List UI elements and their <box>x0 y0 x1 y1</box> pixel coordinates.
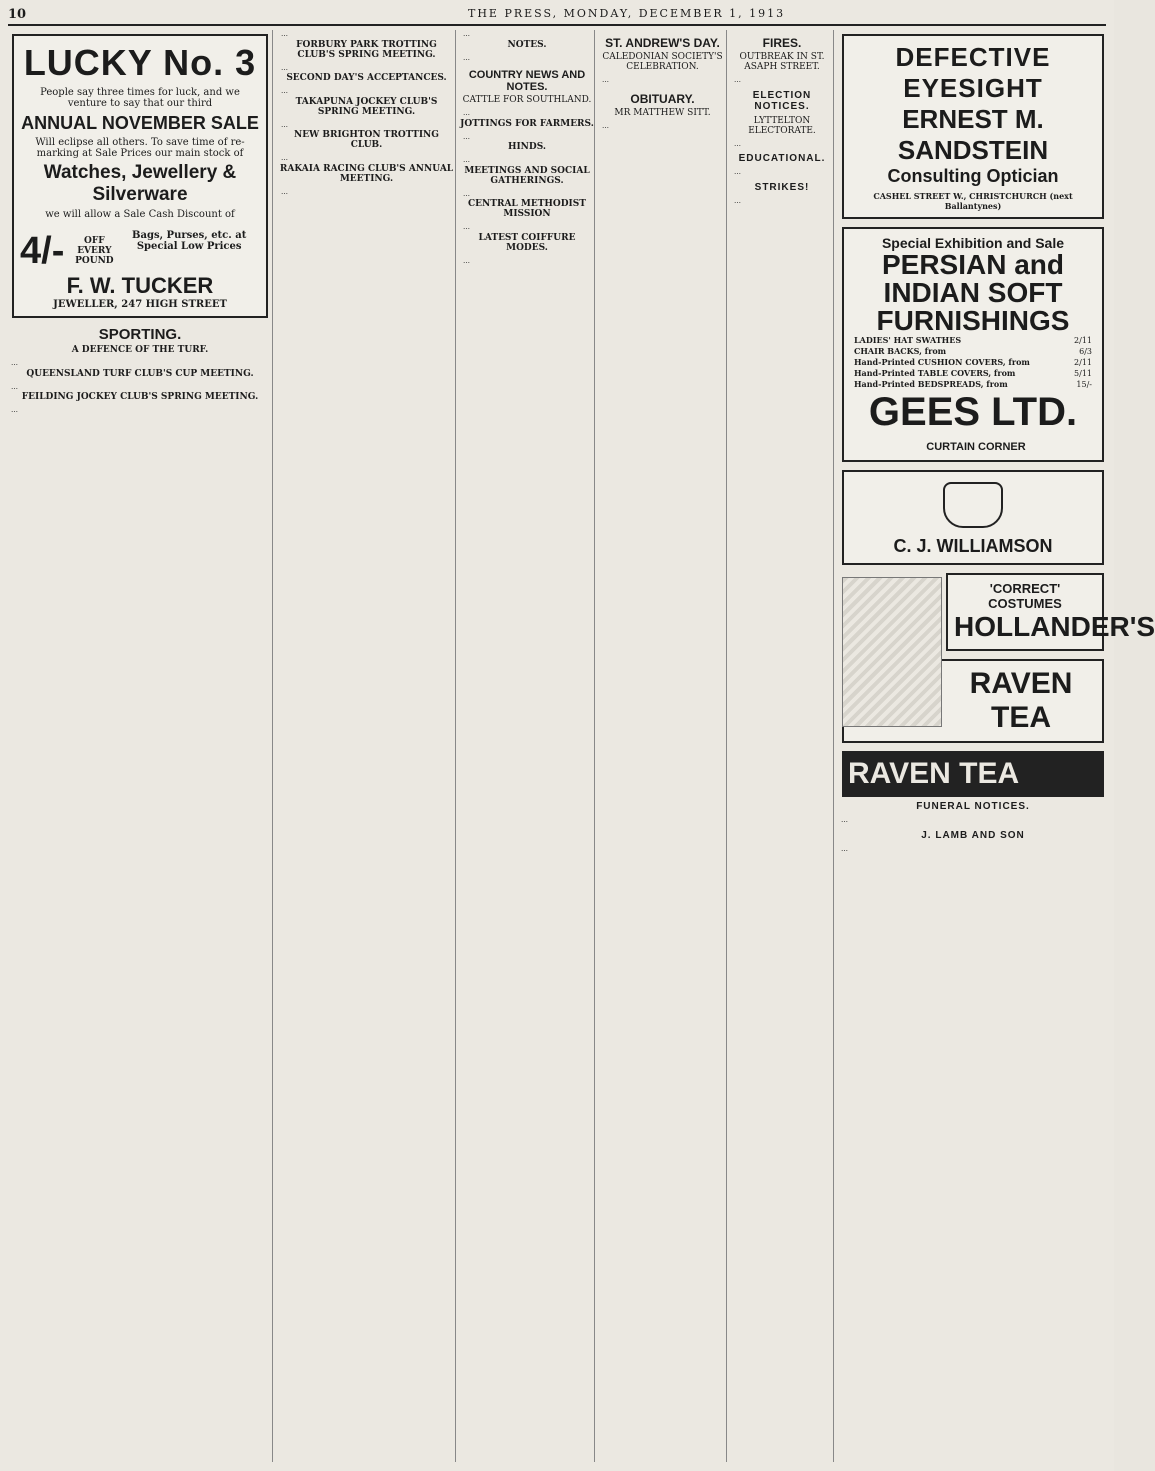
col5-h2sub: LYTTELTON ELECTORATE. <box>748 115 816 136</box>
column-5 <box>731 30 834 1462</box>
col6-body-2: … <box>841 844 848 853</box>
col5-h4: STRIKES! <box>754 181 810 193</box>
column-2 <box>278 30 456 1462</box>
hollander-raven-block <box>838 573 1155 651</box>
hollander-ad <box>946 573 1155 651</box>
col5-h1sub: OUTBREAK IN ST. ASAPH STREET. <box>739 52 825 72</box>
col5-h2: ELECTION NOTICES. <box>752 89 812 112</box>
col5-h3: EDUCATIONAL. <box>738 153 826 164</box>
masthead-title: THE PRESS, MONDAY, DECEMBER 1, 1913 <box>468 7 786 20</box>
column-4 <box>599 30 727 1462</box>
persian-heading: PERSIAN and INDIAN SOFT FURNISHINGS <box>876 249 1070 336</box>
col2-h2: SECOND DAY'S ACCEPTANCES. <box>286 73 447 83</box>
col6-body-1: … <box>841 816 848 824</box>
col4-body-2: … <box>602 121 609 130</box>
col3-body-7: … <box>463 223 470 231</box>
col2-h1: FORBURY PARK TROTTING CLUB'S SPRING MEETING. <box>296 39 437 60</box>
col3-h1: NOTES. <box>507 39 547 50</box>
watches-heading: Watches, Jewellery & Silverware <box>43 162 237 205</box>
lamb-and-son: J. LAMB AND SON <box>921 829 1025 841</box>
bags-note: Bags, Purses, etc. at Special Low Prices <box>132 230 247 252</box>
col2-body-5: … <box>281 154 288 162</box>
funeral-notices: FUNERAL NOTICES. <box>916 801 1030 812</box>
col2-body-4: … <box>281 120 288 129</box>
price-row: 2/11 LADIES' HAT SWATHES <box>854 335 1092 345</box>
col5-body-2: … <box>734 139 741 148</box>
masthead <box>8 4 1106 26</box>
col1-h2: QUEENSLAND TURF CLUB'S CUP MEETING. <box>26 368 254 379</box>
price-row: 2/11 Hand-Printed CUSHION COVERS, from <box>854 357 1092 367</box>
lucky-line1: People say three times for luck, and we venture to say that our third <box>40 87 240 109</box>
col2-body-2: … <box>281 63 288 72</box>
page-number: 10 <box>8 7 27 22</box>
gees-ad <box>842 227 1104 462</box>
col5-body-4: … <box>734 196 741 205</box>
exhibition-heading: Special Exhibition and Sale <box>881 235 1065 251</box>
costumes-heading: 'CORRECT' COSTUMES <box>988 581 1062 611</box>
lucky-line3: we will allow a Sale Cash Discount of <box>45 209 235 220</box>
column-6 <box>838 30 1155 1462</box>
col3-body-5: … <box>463 156 470 164</box>
col2-h4: NEW BRIGHTON TROTTING CLUB. <box>294 130 439 150</box>
price-row: 15/- Hand-Printed BEDSPREADS, from <box>854 379 1092 389</box>
lucky-no3-ad <box>12 34 268 318</box>
col1-h1: A DEFENCE OF THE TURF. <box>71 345 209 355</box>
williamson-ad <box>842 470 1104 565</box>
sandstein-ad <box>842 34 1104 219</box>
defective-eyesight: DEFECTIVE EYESIGHT <box>895 42 1051 103</box>
col3-h7: LATEST COIFFURE MODES. <box>478 232 576 253</box>
discount-per: OFF EVERY POUND <box>75 236 114 266</box>
consulting-optician: Consulting Optician <box>887 166 1059 186</box>
tucker-name: F. W. TUCKER <box>66 273 214 298</box>
col3-h2sub: CATTLE FOR SOUTHLAND. <box>462 95 592 105</box>
curtain-corner: CURTAIN CORNER <box>926 441 1026 453</box>
col5-body-3: … <box>734 168 741 176</box>
col3-body-6: … <box>463 189 470 198</box>
col5-body-1: … <box>734 76 741 84</box>
tucker-address: JEWELLER, 247 HIGH STREET <box>53 299 227 310</box>
col3-h6: CENTRAL METHODIST MISSION <box>468 199 586 219</box>
col4-h2: OBITUARY. <box>630 91 695 106</box>
col3-h4: HINDS. <box>507 142 547 152</box>
sandstein-address: CASHEL STREET W., CHRISTCHURCH (next Ballantynes) <box>873 191 1073 211</box>
pram-icon <box>943 482 1003 528</box>
williamson-name: C. J. WILLIAMSON <box>893 536 1053 556</box>
sandstein-name: ERNEST M. SANDSTEIN <box>897 104 1049 165</box>
sporting-heading: SPORTING. <box>98 326 182 343</box>
raven-tea-banner <box>842 751 1104 797</box>
lucky-title: LUCKY No. 3 <box>23 42 257 83</box>
price-row: 5/11 Hand-Printed TABLE COVERS, from <box>854 368 1092 378</box>
col3-h2: COUNTRY NEWS AND NOTES. <box>468 69 586 93</box>
col1-body-1: … <box>11 359 18 367</box>
col2-h5: RAKAIA RACING CLUB'S ANNUAL MEETING. <box>279 163 454 184</box>
col4-h2sub: MR MATTHEW SITT. <box>614 107 711 118</box>
col2-body-3: … <box>281 87 288 95</box>
discount-price: 4/- <box>20 230 65 272</box>
col5-h1: FIRES. <box>762 36 802 50</box>
col3-h5: MEETINGS AND SOCIAL GATHERINGS. <box>464 165 590 186</box>
col2-body-1: … <box>281 30 288 38</box>
col4-body-1: … <box>602 76 609 84</box>
col3-body-3: … <box>463 109 470 117</box>
col1-h3: FEILDING JOCKEY CLUB'S SPRING MEETING. <box>21 392 259 402</box>
lucky-line2: Will eclipse all others. To save time of re-marking at Sale Prices our main stock of <box>35 137 245 159</box>
col2-body-6: … <box>281 187 288 196</box>
col3-body-1: … <box>463 30 470 38</box>
annual-sale: ANNUAL NOVEMBER SALE <box>21 113 259 133</box>
woman-figure-illustration <box>842 577 942 727</box>
hollander-name: HOLLANDER'S <box>954 611 1155 642</box>
column-1 <box>8 30 273 1462</box>
column-3 <box>460 30 595 1462</box>
col1-body-3: … <box>11 406 18 414</box>
col4-h1: ST. ANDREW'S DAY. <box>605 36 720 50</box>
col3-h3: JOTTINGS FOR FARMERS. <box>460 118 594 129</box>
raven-tea-title-2: RAVEN TEA <box>848 757 1020 790</box>
raven-tea-title: RAVEN TEA <box>969 667 1073 734</box>
col1-body-2: … <box>11 382 18 391</box>
col4-h1sub: CALEDONIAN SOCIETY'S CELEBRATION. <box>602 52 723 72</box>
col3-body-2: … <box>463 53 470 62</box>
gees-logo: GEES LTD. <box>868 390 1078 434</box>
col3-body-8: … <box>463 256 470 265</box>
col3-body-4: … <box>463 132 470 141</box>
col2-h3: TAKAPUNA JOCKEY CLUB'S SPRING MEETING. <box>295 96 438 117</box>
price-list <box>850 335 1096 390</box>
price-row: 6/3 CHAIR BACKS, from <box>854 346 1092 356</box>
